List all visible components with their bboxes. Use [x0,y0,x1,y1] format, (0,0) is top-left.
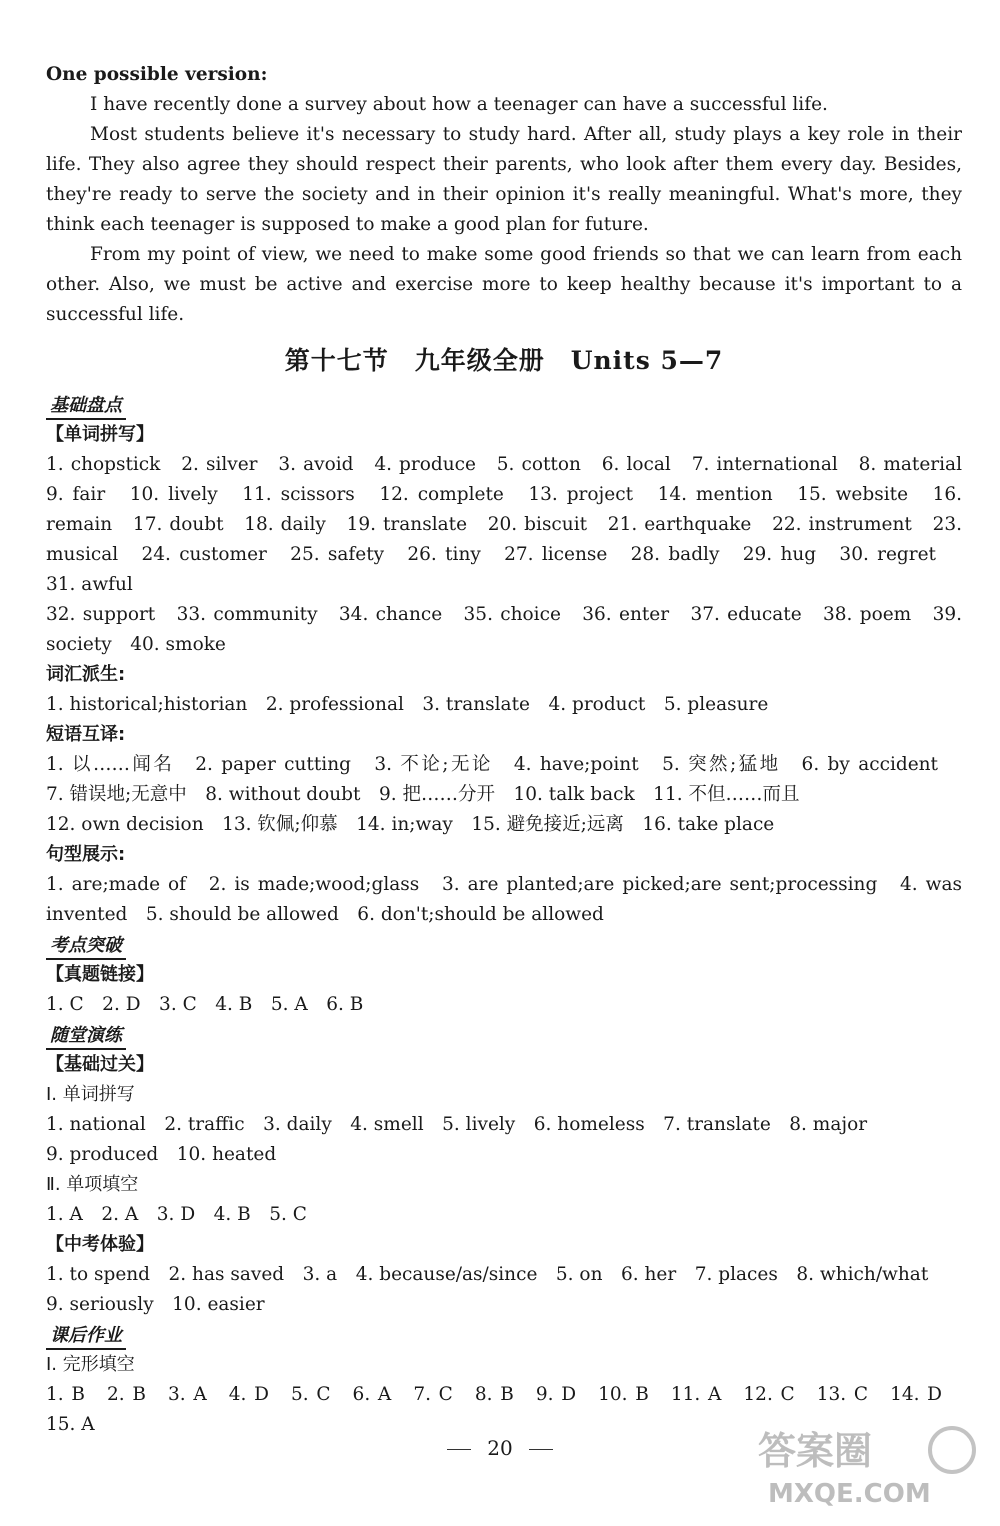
chapter-title: 第十七节 九年级全册 Units 5—7 [284,346,724,375]
essay-line: they're ready to serve the society and in their opinion it's really meaningful. What's more, they [46,184,962,205]
answer-line: 9. seriously 10. easier [46,1294,265,1315]
page-content [46,60,962,1440]
answer-line: 31. awful [46,574,133,595]
essay-line: From my point of view, we need to make some good friends so that we can learn from each [90,244,962,265]
subsection-title: 短语互译: [46,724,126,745]
essay-line: Most students believe it's necessary to study hard. After all, study plays a key role in their [90,124,962,145]
subsection-title: 【中考体验】 [46,1234,154,1255]
answer-line: 7. 错误地;无意中 8. without doubt 9. 把……分开 10. talk back 11. 不但……而且 [46,784,800,805]
dash-left [447,1449,471,1450]
section-title: 课后作业 [46,1324,126,1350]
answer-line: 1. historical;historian 2. professional 3. translate 4. product 5. pleasure [46,694,769,715]
subsection-title: 【基础过关】 [46,1054,154,1075]
subsection-title: 【真题链接】 [46,964,154,985]
dash-right [529,1449,553,1450]
answer-line: invented 5. should be allowed 6. don't;should be allowed [46,904,604,925]
subsection-title: 句型展示: [46,844,126,865]
answer-line: remain 17. doubt 18. daily 19. translate 20. biscuit 21. earthquake 22. instrument 23. [46,514,962,535]
section-title: 基础盘点 [46,394,126,420]
watermark-logo [752,1420,982,1510]
answer-line: musical 24. customer 25. safety 26. tiny 27. license 28. badly 29. hug 30. regret [46,544,936,565]
subsection-title: 词汇派生: [46,664,126,685]
answer-line: 1. national 2. traffic 3. daily 4. smell 5. lively 6. homeless 7. translate 8. major [46,1114,868,1135]
essay-heading: One possible version: [46,64,268,85]
answer-line: 1. chopstick 2. silver 3. avoid 4. produce 5. cotton 6. local 7. international 8. material [46,454,962,475]
subsection-title: 【单词拼写】 [46,424,154,445]
part-title: Ⅰ. 单词拼写 [46,1084,135,1105]
essay-line: I have recently done a survey about how a teenager can have a successful life. [90,94,828,115]
answer-line: 1. 以……闻名 2. paper cutting 3. 不论;无论 4. have;point 5. 突然;猛地 6. by accident [46,754,938,775]
part-title: Ⅰ. 完形填空 [46,1354,135,1375]
answer-line: 1. A 2. A 3. D 4. B 5. C [46,1204,307,1225]
essay-line: other. Also, we must be active and exercise more to keep healthy because it's important to a [46,274,962,295]
essay-line: successful life. [46,304,185,325]
essay-line: think each teenager is supposed to make a good plan for future. [46,214,649,235]
answer-line: society 40. smoke [46,634,226,655]
section-title: 考点突破 [46,934,126,960]
answer-line: 12. own decision 13. 钦佩;仰慕 14. in;way 15. 避免接近;远离 16. take place [46,814,775,835]
answer-line: 1. B 2. B 3. A 4. D 5. C 6. A 7. C 8. B 9. D 10. B 11. A 12. C 13. C 14. D [46,1384,942,1405]
answer-line: 9. produced 10. heated [46,1144,277,1165]
answer-line: 1. to spend 2. has saved 3. a 4. because/as/since 5. on 6. her 7. places 8. which/what [46,1264,929,1285]
answer-line: 32. support 33. community 34. chance 35. choice 36. enter 37. educate 38. poem 39. [46,604,962,625]
section-title: 随堂演练 [46,1024,126,1050]
answer-line: 15. A [46,1414,95,1435]
part-title: Ⅱ. 单项填空 [46,1174,139,1195]
answer-line: 1. are;made of 2. is made;wood;glass 3. are planted;are picked;are sent;processing 4. was [46,874,962,895]
watermark-url: MXQE.COM [768,1479,931,1509]
answer-line: 9. fair 10. lively 11. scissors 12. complete 13. project 14. mention 15. website 16. [46,484,962,505]
watermark-cn: 答案圈 [758,1429,873,1473]
page-number-text: 20 [487,1436,513,1460]
essay-line: life. They also agree they should respect their parents, who look after them every day. Besides, [46,154,962,175]
answer-line: 1. C 2. D 3. C 4. B 5. A 6. B [46,994,364,1015]
